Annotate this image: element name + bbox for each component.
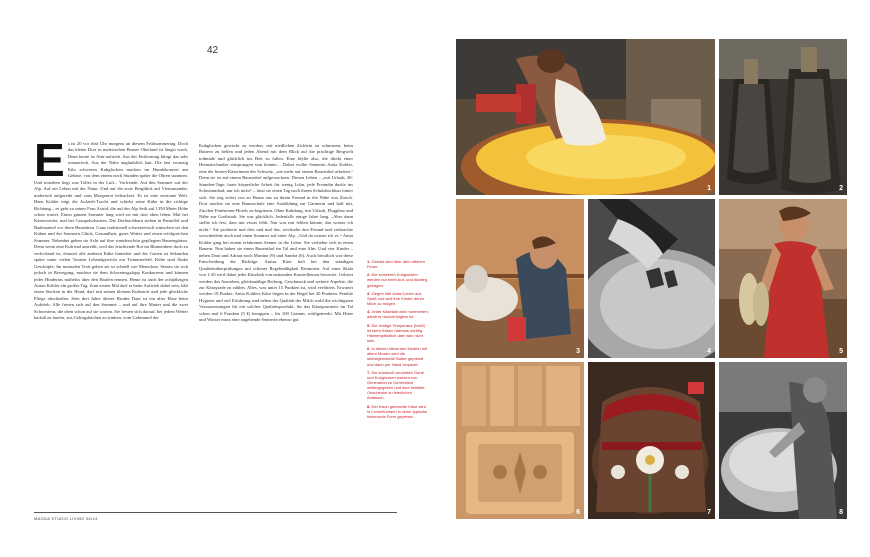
page-footer: MAGDA STUDIO LIVING 06/14 (34, 516, 98, 521)
article-column-2 (199, 143, 353, 513)
photo-number-8: 8 (839, 509, 843, 516)
article-text-1: s ist 20 vor fünf Uhr morgens an diesem Frühsommertag. Doch das kleine Dorf in malerischen Berner Oberland ist längst wach. Denn heute ist Alm-auftrieb. Aus der Entfernung klingt das sehr romantisch. Aus der Nähe unglaublich laut. Die fast zwanzig Kilo schweren Kuhglocken machen im Hundekonzert am Gebäse, von dem einem noch Stunden später die Ohren summen. Und trotzdem liegt was Tolles in der Luft... Vorfreude. Auf den Sommer auf der Alp. Auf ein Leben mit der Natur. Und auf die erste Bergblick auf Viertausender, malerisch aufgereiht und vom Morgenrot beleuchtet. Es ist eine vertraute Welt. Hans Kohler trägt die Aufzieh-Tracht und schiebt seine Kühe in die richtige Richtung – es geht zu seiner Frau Astrid, die auf der Alp Seili auf 1350 Meter Höhe schon wartet. Einen ganzen Sommer lang wird sie mit dort oben leben. Mal bei Kaiserwetter, mal bei Graupelschauern. Die Dorfnachbarn stehen in Pantoffel und Bademantel vor ihren Haustüren. Ganz traditionell schweizerisch wünschen sie den Kühen und der Sennerin Glück, Gesundheit, gutes Wetter und einen erfolgreichen Sommer. Nebenbei geben sie Acht auf ihre wunderschön gepflegten Bauerngärten. Denn wenn eine Kuh mal ausreißt, weil das leuchtende Rot im Blumenbeet doch zu verlockend ist, donnert alle anderen Kühe hinterher und der Garten ist Sekunden später unter vielen Tonnen Lebendgewicht ein Trümmerfeld. Kühe sind flinke Geschöpfe. Im normalen Trott gehen sie so schnell wie Menschen. Setzen sie sich jedoch in Bewegung, machen sie dem Schweinsgalopp Konkurrenz und können jedes Hindernis mühelos über den Haufen rennen. Heute ist auch der achtjährigen Anton Kohler ein großer Tag. Zum ersten Mal darf er beim Auftrieb dabei sein, hält einen Stecken in der Hand, darf mit seinen kleinen Kuhstock und jede glückliche Fliege abschießen. Sein drei Jahre älterer Bruder Dani ist ein alter Hase beim Auftrieb. Alle freuen sich auf den Sommer – und auf ihre Mutter und die zwei Schwestern, die oben schon auf sie warten. Sie freuen sich darauf, bei jedem Wetter barfuß zu laufen, aus Gebirgsbächen zu trinken, vom Gebimmel der (34, 141, 188, 321)
footer-rule (34, 512, 397, 513)
photo-captions (367, 259, 429, 422)
photo-goat-milking (456, 199, 584, 358)
photo-cheese-numbering (588, 199, 715, 358)
photo-number-6: 6 (576, 509, 580, 516)
photo-number-7: 7 (707, 509, 711, 516)
article-column-1 (34, 141, 188, 511)
article-text-2: Kuhglocken geweckt zu werden, mit niedlichen Zicklein zu schmusen, beim Buttern zu helfen und jeden Abend mit dem Blick auf die prächtige Bergwelt todmüde und glücklich ins Bett zu fallen. Eine Idylle also, die direkt einer Heimatschnulze entsprungen sein könnte… Dabei wollte Sennerin Anita Kohler, eine der besten Käserinnen der Schweiz, „nie mehr auf einem Bauernhof arbeiten.“ Denn sie ist auf einem Bauernhof aufgewachsen. Diesen Leben – „mit Urlaub, 20-Stunden-Tage, harte körperliche Arbeit für wenig Lohn, jede Freundin durfte ins Schwimmbad, nur ich nicht“ – lässt sie einen Tag nach ihrem Schulabschluss hinter sich. Sie zog sofort von zu Hause aus zu ihrem Freund in die Nähe von Zürich. Dort machte sie eine Baumschule eine Ausbildung zur Gärtnerin und half mit, Zürcher Fünfsterne-Hotels zu begrünen. Ohne Kuhdung, mit Urlaub, Flugplatz und Nähe zur Großstadt. Sie war glücklich. Jedenfalls einige Jahre lang. „Aber dann stellte ich fest, dass mir etwas fehlt. Nur was mir fehlen könnte, das wusste ich nicht.“ Sie probierte mal dies und mal das, wechselte den Freund und verbrachte verschiedene auch mal einen Sommer auf einer Alp. „Und da wusste ich es.“ Anita Kohler ging bei einem erfahrenen Senner in die Lehre. Sie verliebte sich in einen Bauern. Nun haben sie einen Bauernhof im Tal und eine Alm. Und vier Kinder – neben Dani und Adrian noch Martina (9) und Sandra (6). Auch beruflich war diese Entscheidung die Richtige: Anitas Käse holt bei den ständigen Qualitätsüberprüfungen mit schöner Regelmäßigkeit Bestnoten. Auf einer Skala von 1-20 wird dabei jeder Käselaib von nationalen Kontrolleuren bewertet. Gelistet werden das Aussehen, gleichmäßige Reifung, Geschmack und weitere Aspekte, die zur Käsegrade zu zählen. Alles, was unter 15 Punkten ist, wird verfüttert. Erwartet werden 18 Punkte, Anita Kohlers Käse liegen in der Regel bei 20 Punkten. Penible Hygiene und viel Erfahrung sind neben der Qualität der Milch wohl die wichtigsten Voraussetzungen für ein solches Qualitätsprodukt, für das Käsegourmets im Tal schon mal 6 Franken (5 €) berappen – für 100 Gramm, wohlgemerkt. Mit Hitze und Wasser muss eine angehende Sennerin ebenso gut (199, 143, 353, 323)
photo-cheese-kettle (456, 39, 715, 195)
photo-woman-utensils (719, 199, 847, 358)
caption-8: 8. Der frisch gemachte Käse wird in Leinentüchern in seine typische kreisrunde Form gepresst. (367, 403, 428, 419)
drop-cap: E (34, 141, 65, 186)
caption-2: 2. Die schweren Kuhglocken werden nur beim Auf- und Abstieg getragen. (367, 272, 428, 288)
caption-6: 6. In diesen hölzernen Modeln mit altem Muster wird die selbstgemachte Butter gepresst und dann per Hand verpackt. (367, 346, 428, 367)
photo-number-3: 3 (576, 348, 580, 355)
photo-number-1: 1 (707, 185, 711, 192)
photo-cheese-pressing (719, 362, 847, 519)
photo-bell-strap (588, 362, 715, 519)
photo-number-2: 2 (839, 185, 843, 192)
photo-butter-mold (456, 362, 584, 519)
caption-3: 3. Ziegen hält Anita Kohler aus Spaß und weil ihre Kinder deren Milch so mögen. (367, 290, 425, 307)
photo-cow-bells (719, 39, 847, 195)
caption-5: 5. Die richtige Temperatur (heiß!) ist beim Käsen überaus wichtig. Hitzeempfindlich darf man nicht sein. (367, 322, 426, 343)
caption-7: 7. Die kunstvoll verzierten Gurte und Kuhglocken werden von Generation zu Generation weitergegeben und sind beliebte Geschenke zu feierlichen Anlässen. (367, 369, 425, 401)
photo-number-5: 5 (839, 348, 843, 355)
photo-number-4: 4 (707, 348, 711, 355)
caption-4: 4. Jeder Käselaib wird nummeriert, damit er rückverfolgbar ist. (367, 309, 429, 320)
page-number: 42 (207, 45, 219, 56)
caption-1: 1. Geküst wird über dem offenen Feuer. (367, 259, 425, 270)
